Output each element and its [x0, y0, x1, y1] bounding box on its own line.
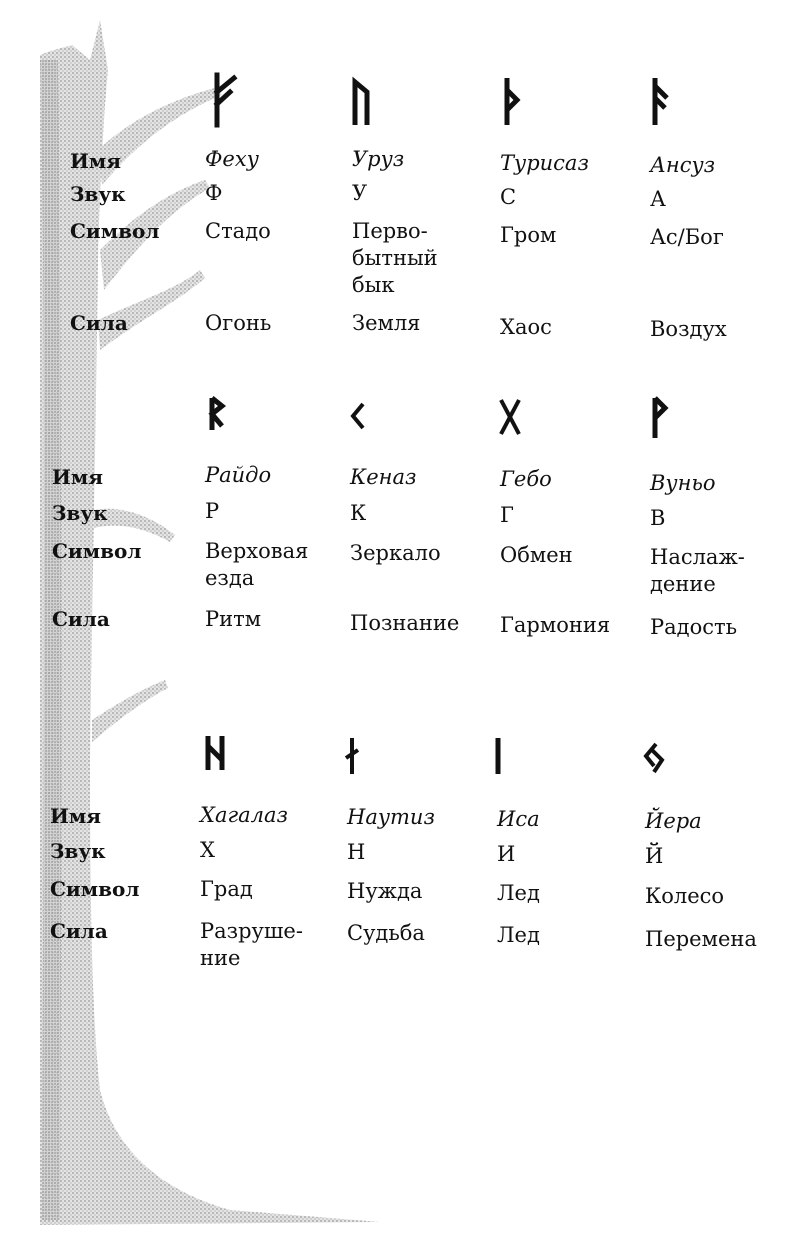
- rune-symbol: Перво- бытный бык: [352, 219, 438, 297]
- rune-name: Кеназ: [350, 465, 417, 489]
- hagalaz-rune-icon: [200, 730, 260, 790]
- rune-symbol: Ас/Бог: [650, 225, 724, 249]
- rune-power: Ритм: [205, 607, 262, 631]
- rune-sound: Х: [200, 838, 215, 862]
- rune-name: Иса: [497, 807, 540, 831]
- rune-sound: Н: [347, 840, 366, 864]
- rune-sound: У: [352, 181, 368, 205]
- rune-name: Наутиз: [347, 805, 435, 829]
- raido-rune-icon: [200, 390, 260, 450]
- rune-name: Райдо: [205, 463, 272, 487]
- kenaz-rune-icon: [345, 390, 405, 450]
- rune-name: Гебо: [500, 467, 552, 491]
- gebo-rune-icon: [495, 390, 555, 450]
- rune-symbol: Наслаж- дение: [650, 545, 745, 596]
- rune-power: Земля: [352, 311, 421, 335]
- rune-sound: Й: [645, 844, 664, 868]
- rune-sound: С: [500, 185, 517, 209]
- rune-symbol: Лед: [497, 881, 540, 905]
- label-sound: Звук: [70, 182, 126, 206]
- rune-power: Воздух: [650, 317, 727, 341]
- label-sound: Звук: [52, 501, 108, 525]
- rune-power: Судьба: [347, 921, 425, 945]
- rune-symbol: Гром: [500, 223, 557, 247]
- label-symbol: Символ: [52, 539, 142, 563]
- rune-power: Перемена: [645, 927, 757, 951]
- rune-symbol: Зеркало: [350, 541, 441, 565]
- rune-sound: И: [497, 842, 516, 866]
- nauthiz-rune-icon: [340, 730, 400, 790]
- rune-name: Вуньо: [650, 471, 716, 495]
- rune-power: Радость: [650, 615, 738, 639]
- rune-power: Лед: [497, 923, 540, 947]
- rune-sound: Р: [205, 499, 220, 523]
- rune-sound: К: [350, 501, 367, 525]
- label-name: Имя: [70, 149, 122, 173]
- rune-symbol: Град: [200, 877, 253, 901]
- wunjo-rune-icon: [645, 390, 705, 450]
- label-sound: Звук: [50, 839, 106, 863]
- rune-name: Йера: [645, 809, 702, 833]
- label-power: Сила: [50, 919, 108, 943]
- rune-name: Ансуз: [650, 153, 716, 177]
- rune-name: Турисаз: [500, 151, 589, 175]
- label-name: Имя: [52, 465, 104, 489]
- rune-sound: Ф: [205, 181, 223, 205]
- rune-symbol: Обмен: [500, 543, 573, 567]
- rune-symbol: Стадо: [205, 219, 271, 243]
- uruz-rune-icon: [345, 70, 405, 130]
- thurisaz-rune-icon: [495, 70, 555, 130]
- rune-power: Разруше- ние: [200, 919, 303, 970]
- label-symbol: Символ: [70, 219, 160, 243]
- rune-symbol: Верховая езда: [205, 539, 309, 590]
- rune-power: Познание: [350, 611, 460, 635]
- rune-sound: Г: [500, 503, 514, 527]
- rune-symbol: Нужда: [347, 879, 423, 903]
- rune-name: Уруз: [352, 147, 405, 171]
- ansuz-rune-icon: [645, 70, 705, 130]
- fehu-rune-icon: [200, 70, 260, 130]
- label-power: Сила: [52, 607, 110, 631]
- rune-symbol: Колесо: [645, 884, 725, 908]
- label-name: Имя: [50, 804, 102, 828]
- rune-power: Гармония: [500, 613, 611, 637]
- label-power: Сила: [70, 311, 128, 335]
- rune-power: Хаос: [500, 315, 552, 339]
- label-symbol: Символ: [50, 877, 140, 901]
- isa-rune-icon: [488, 730, 548, 790]
- rune-sound: В: [650, 506, 666, 530]
- rune-sound: А: [650, 187, 666, 211]
- jera-rune-icon: [640, 730, 700, 790]
- rune-power: Огонь: [205, 311, 272, 335]
- rune-name: Хагалаз: [200, 803, 288, 827]
- rune-name: Феху: [205, 147, 259, 171]
